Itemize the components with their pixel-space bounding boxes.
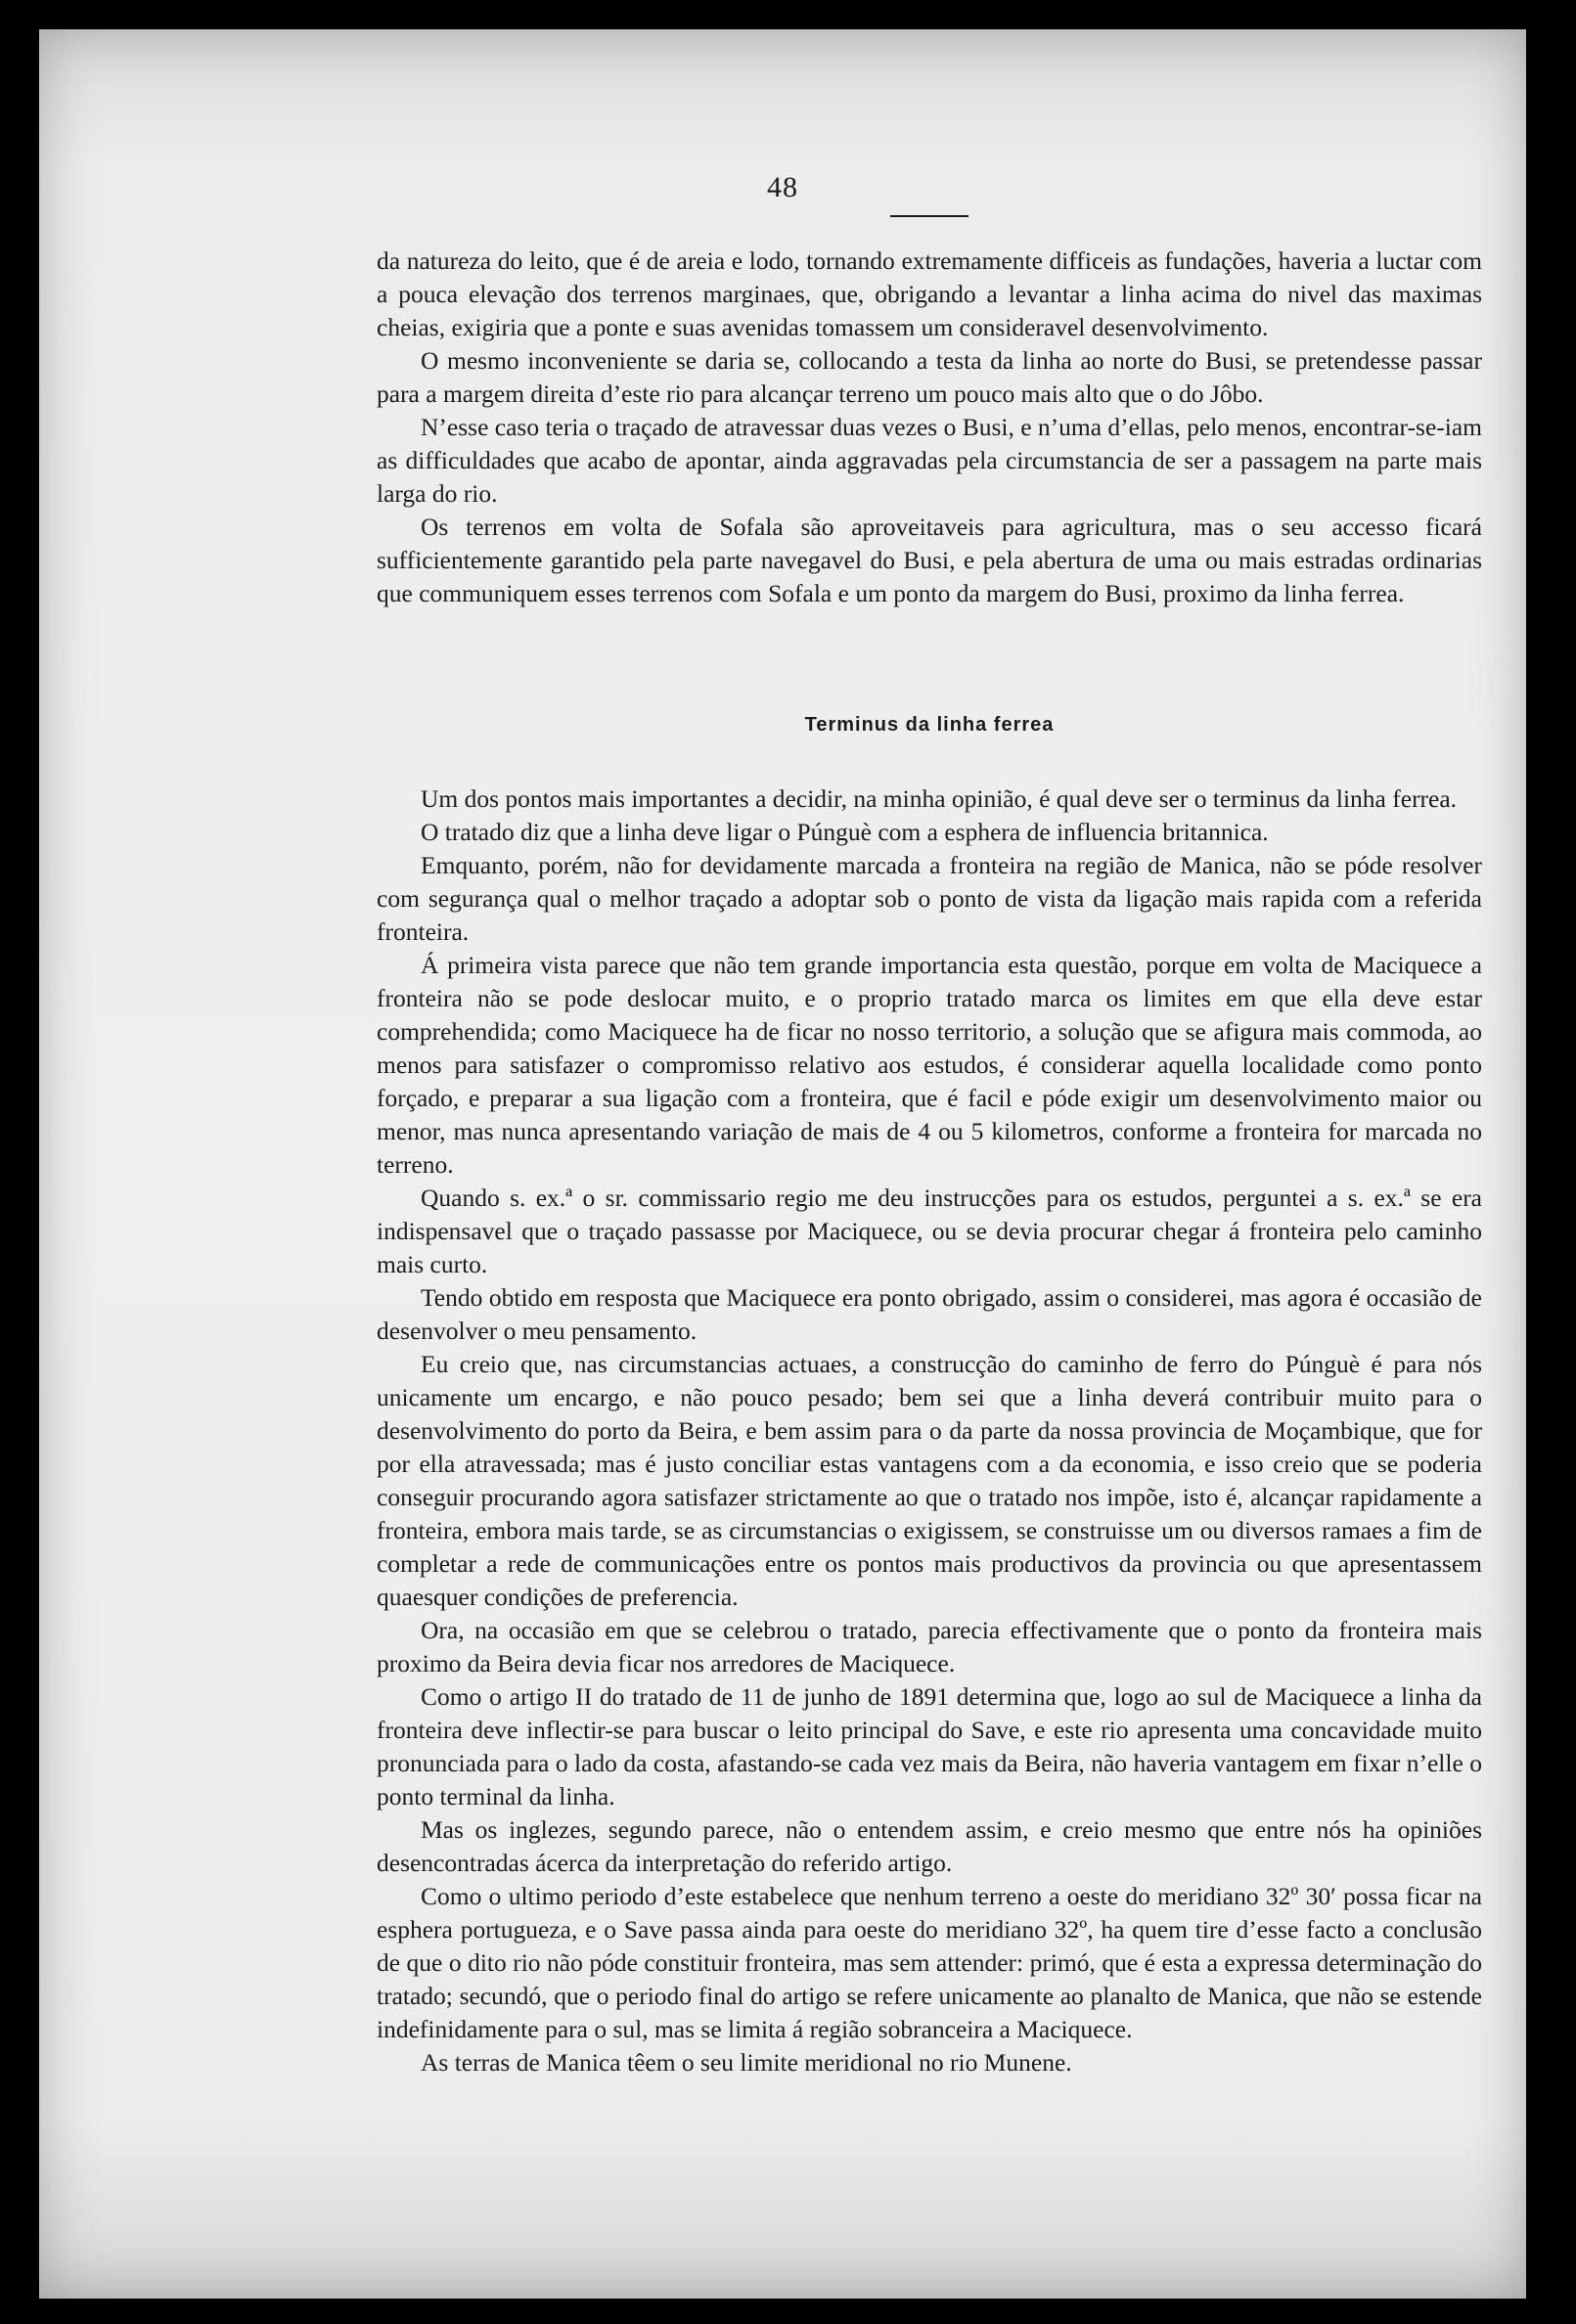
paragraph: Como o artigo II do tratado de 11 de junho de 1891 determina que, logo ao sul de Maciquece a linha da fronteira deve inflectir-se para buscar o leito principal do Save, e este rio apresenta uma concavidade muito pronunciada para o lado da costa, afastando-se cada vez mais da Beira, não haveria vantagem em fixar n’elle o ponto terminal da linha.: [377, 1682, 1482, 1810]
page-number-rule: [890, 215, 968, 217]
paragraph: Eu creio que, nas circumstancias actuaes, a construcção do caminho de ferro do Púnguè é para nós unicamente um encargo, e não pouco pesado; bem sei que a linha deverá contribuir muito para o desenvolvimento do porto da Beira, e bem assim para o da parte da nossa provincia de Moçambique, que for por ella atravessada; mas é justo conciliar estas vantagens com a da economia, e isso creio que se poderia conseguir procurando agora satisfazer strictamente ao que o tratado nos impõe, isto é, alcançar rapidamente a fronteira, embora mais tarde, se as circumstancias o exigissem, se construisse um ou diversos ramaes a fim de completar a rede de communicações entre os pontos mais productivos da provincia ou que apresentassem quaesquer condições de preferencia.: [377, 1350, 1482, 1611]
paragraph: Como o ultimo periodo d’este estabelece que nenhum terreno a oeste do meridiano 32º 30′ possa ficar na esphera portugueza, e o Save passa ainda para oeste do meridiano 32º, ha quem tire d’esse facto a conclusão de que o dito rio não póde constituir fronteira, mas sem attender: primó, que é esta a expressa determinação do tratado; secundó, que o periodo final do artigo se refere unicamente ao planalto de Manica, que não se estende indefinidamente para o sul, mas se limita á região sobranceira a Maciquece.: [377, 1882, 1482, 2043]
paragraph: Mas os inglezes, segundo parece, não o entendem assim, e creio mesmo que entre nós ha opiniões desencontradas ácerca da interpretação do referido artigo.: [377, 1815, 1482, 1877]
paragraph: da natureza do leito, que é de areia e lodo, tornando extremamente difficeis as fundações, haveria a luctar com a pouca elevação dos terrenos marginaes, que, obrigando a levantar a linha acima do nivel das maximas cheias, exigiria que a ponte e suas avenidas tomassem um consideravel desenvolvimento.: [377, 246, 1482, 341]
paragraph: O tratado diz que a linha deve ligar o Púnguè com a esphera de influencia britannica.: [421, 818, 1269, 846]
paragraph: Tendo obtido em resposta que Maciquece era ponto obrigado, assim o considerei, mas agora é occasião de desenvolver o meu pensamento.: [377, 1283, 1482, 1345]
paragraph: As terras de Manica têem o seu limite meridional no rio Munene.: [421, 2048, 1072, 2077]
paragraph: Ora, na occasião em que se celebrou o tratado, parecia effectivamente que o ponto da fronteira mais proximo da Beira devia ficar nos arredores de Maciquece.: [377, 1616, 1482, 1677]
paragraph: Um dos pontos mais importantes a decidir, na minha opinião, é qual deve ser o terminus da linha ferrea.: [421, 784, 1458, 813]
text-section-2: [377, 782, 1482, 2079]
paragraph: Emquanto, porém, não for devidamente marcada a fronteira na região de Manica, não se póde resolver com segurança qual o melhor traçado a adoptar sob o ponto de vista da ligação mais rapida com a referida fronteira.: [377, 851, 1482, 946]
text-section-1: [377, 245, 1482, 610]
paragraph: N’esse caso teria o traçado de atravessar duas vezes o Busi, e n’uma d’ellas, pelo menos, encontrar-se-iam as difficuldades que acabo de apontar, ainda aggravadas pela circumstancia de ser a passagem na parte mais larga do rio.: [377, 413, 1482, 508]
paragraph: Quando s. ex.ª o sr. commissario regio me deu instrucções para os estudos, perguntei a s. ex.ª se era indispensavel que o traçado passasse por Maciquece, ou se devia procurar chegar á fronteira pelo caminho mais curto.: [377, 1184, 1482, 1278]
paragraph: O mesmo inconveniente se daria se, collocando a testa da linha ao norte do Busi, se pretendesse passar para a margem direita d’este rio para alcançar terreno um pouco mais alto que o do Jôbo.: [377, 346, 1482, 408]
paragraph: Á primeira vista parece que não tem grande importancia esta questão, porque em volta de Maciquece a fronteira não se pode deslocar muito, e o proprio tratado marca os limites em que ella deve estar comprehendida; como Maciquece ha de ficar no nosso territorio, a solução que se afigura mais commoda, ao menos para satisfazer o compromisso relativo aos estudos, é considerar aquella localidade como ponto forçado, e preparar a sua ligação com a fronteira, que é facil e póde exigir um desenvolvimento maior ou menor, mas nunca apresentando variação de mais de 4 ou 5 kilometros, conforme a fronteira for marcada no terreno.: [377, 951, 1482, 1179]
page-number: 48: [767, 171, 798, 203]
section-heading: Terminus da linha ferrea: [804, 714, 1055, 736]
paragraph: Os terrenos em volta de Sofala são aproveitaveis para agricultura, mas o seu accesso ficará sufficientemente garantido pela parte navegavel do Busi, e pela abertura de uma ou mais estradas ordinarias que communiquem esses terrenos com Sofala e um ponto da margem do Busi, proximo da linha ferrea.: [377, 513, 1482, 607]
document-page: [39, 29, 1526, 2299]
